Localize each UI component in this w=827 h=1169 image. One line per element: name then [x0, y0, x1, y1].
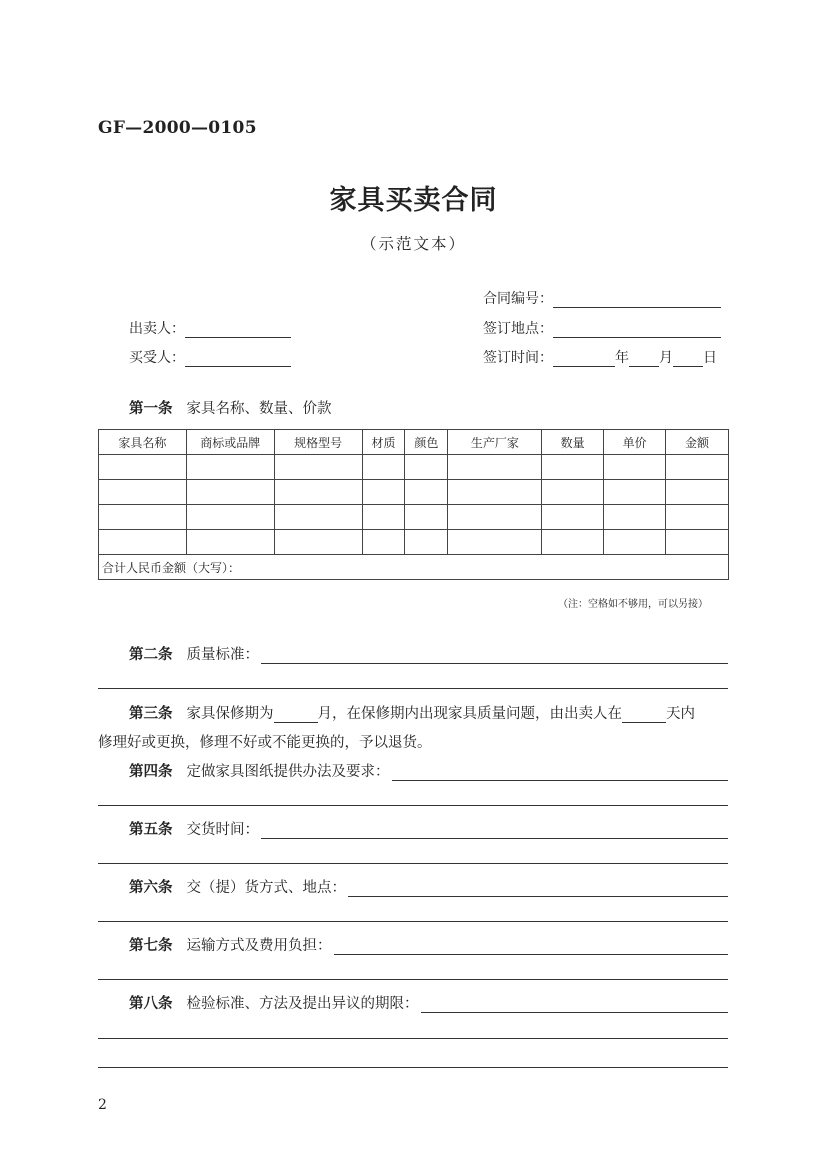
- table-cell[interactable]: [405, 505, 448, 530]
- clause-5-text: 交货时间：: [186, 822, 259, 838]
- clause-7-blank-line[interactable]: [98, 979, 728, 980]
- column-header: 金额: [666, 430, 729, 455]
- clause-7-text: 运输方式及费用负担：: [186, 938, 332, 954]
- sign-place-field[interactable]: [483, 318, 721, 338]
- table-note: （注：空格如不够用，可以另接）: [558, 599, 708, 610]
- table-cell[interactable]: [666, 530, 729, 555]
- table-cell[interactable]: [448, 505, 542, 530]
- table-cell[interactable]: [604, 480, 666, 505]
- column-header: 生产厂家: [448, 430, 542, 455]
- clause-1-text: 家具名称、数量、价款: [186, 401, 332, 417]
- clause-8-text: 检验标准、方法及提出异议的期限：: [186, 996, 419, 1012]
- table-cell[interactable]: [274, 455, 362, 480]
- sign-place-label: 签订地点：: [483, 321, 553, 337]
- clause-6-blank-line[interactable]: [98, 921, 728, 922]
- table-cell[interactable]: [274, 505, 362, 530]
- table-cell[interactable]: [542, 505, 604, 530]
- clause-3-text-a: 家具保修期为: [186, 706, 274, 722]
- table-cell[interactable]: [542, 530, 604, 555]
- seller-blank[interactable]: [185, 323, 291, 338]
- table-cell[interactable]: [99, 505, 187, 530]
- table-cell[interactable]: [666, 455, 729, 480]
- table-cell[interactable]: [186, 455, 274, 480]
- clause-7-label: 第七条: [129, 937, 173, 954]
- table-cell[interactable]: [604, 505, 666, 530]
- table-cell[interactable]: [448, 530, 542, 555]
- clause-5-blank-line[interactable]: [98, 863, 728, 864]
- table-cell[interactable]: [99, 455, 187, 480]
- contract-number-field[interactable]: [483, 288, 721, 308]
- column-header: 家具名称: [99, 430, 187, 455]
- sign-place-blank[interactable]: [553, 323, 721, 338]
- table-row: [99, 455, 729, 480]
- clause-8-blank-line[interactable]: [98, 1038, 728, 1039]
- clause-3-text-b: 月，在保修期内出现家具质量问题，由出卖人在: [317, 706, 622, 722]
- clause-3: [129, 702, 695, 723]
- table-total-row: [99, 555, 729, 580]
- table-row: [99, 480, 729, 505]
- table-cell[interactable]: [274, 480, 362, 505]
- page-number: 2: [98, 1097, 107, 1113]
- column-header: 单价: [604, 430, 666, 455]
- clause-3-text-c: 天内: [666, 706, 695, 722]
- clause-5: [129, 818, 728, 839]
- clause-2-blank[interactable]: [261, 649, 728, 664]
- table-cell[interactable]: [186, 480, 274, 505]
- furniture-table: [98, 429, 729, 580]
- year-label: 年: [615, 350, 629, 366]
- buyer-label: 买受人：: [129, 350, 185, 366]
- clause-8: [129, 992, 728, 1013]
- table-cell[interactable]: [274, 530, 362, 555]
- sign-day-blank[interactable]: [673, 352, 703, 367]
- buyer-blank[interactable]: [185, 352, 291, 367]
- clause-1-label: 第一条: [129, 400, 173, 417]
- table-cell[interactable]: [99, 530, 187, 555]
- table-cell[interactable]: [186, 505, 274, 530]
- total-amount-cell[interactable]: 合计人民币金额（大写）：: [99, 555, 729, 580]
- clause-6-text: 交（提）货方式、地点：: [186, 880, 346, 896]
- clause-2-label: 第二条: [129, 646, 173, 663]
- column-header: 数量: [542, 430, 604, 455]
- contract-number-blank[interactable]: [553, 293, 721, 308]
- table-cell[interactable]: [542, 455, 604, 480]
- table-cell[interactable]: [186, 530, 274, 555]
- table-cell[interactable]: [362, 455, 405, 480]
- repair-days-blank[interactable]: [622, 708, 666, 723]
- table-cell[interactable]: [405, 530, 448, 555]
- clause-4-label: 第四条: [129, 763, 173, 780]
- buyer-field[interactable]: [129, 347, 291, 367]
- contract-number-label: 合同编号：: [483, 291, 553, 307]
- seller-label: 出卖人：: [129, 321, 185, 337]
- clause-5-blank[interactable]: [261, 824, 728, 839]
- table-cell[interactable]: [604, 455, 666, 480]
- table-cell[interactable]: [362, 480, 405, 505]
- table-cell[interactable]: [542, 480, 604, 505]
- sign-time-field[interactable]: [483, 347, 717, 367]
- table-row: [99, 505, 729, 530]
- clause-2: [129, 643, 728, 664]
- month-label: 月: [659, 350, 673, 366]
- table-cell[interactable]: [405, 455, 448, 480]
- table-cell[interactable]: [362, 505, 405, 530]
- table-cell[interactable]: [405, 480, 448, 505]
- warranty-months-blank[interactable]: [274, 708, 318, 723]
- column-header: 材质: [362, 430, 405, 455]
- clause-4-blank-line[interactable]: [98, 805, 728, 806]
- document-title: 家具买卖合同: [329, 185, 498, 216]
- table-cell[interactable]: [448, 455, 542, 480]
- table-cell[interactable]: [99, 480, 187, 505]
- sign-year-blank[interactable]: [553, 352, 615, 367]
- clause-8-label: 第八条: [129, 995, 173, 1012]
- table-header-row: [99, 430, 729, 455]
- document-code: GF—2000—0105: [98, 118, 257, 138]
- clause-1: [129, 397, 332, 418]
- clause-3-continued: 修理好或更换，修理不好或不能更换的，予以退货。: [98, 735, 432, 751]
- clause-6: [129, 876, 728, 897]
- sign-month-blank[interactable]: [629, 352, 659, 367]
- clause-8-blank[interactable]: [421, 998, 729, 1013]
- table-cell[interactable]: [666, 480, 729, 505]
- table-row: [99, 530, 729, 555]
- table-cell[interactable]: [448, 480, 542, 505]
- clause-8-blank-line[interactable]: [98, 1067, 728, 1068]
- clause-3-label: 第三条: [129, 705, 173, 722]
- column-header: 颜色: [405, 430, 448, 455]
- seller-field[interactable]: [129, 318, 291, 338]
- clause-5-label: 第五条: [129, 821, 173, 838]
- column-header: 规格型号: [274, 430, 362, 455]
- clause-6-label: 第六条: [129, 879, 173, 896]
- clause-7-blank[interactable]: [334, 940, 729, 955]
- day-label: 日: [703, 350, 717, 366]
- table-cell[interactable]: [604, 530, 666, 555]
- clause-6-blank[interactable]: [348, 882, 728, 897]
- clause-2-blank-line[interactable]: [98, 688, 728, 689]
- sign-time-label: 签订时间：: [483, 350, 553, 366]
- clause-4-text: 定做家具图纸提供办法及要求：: [186, 764, 390, 780]
- clause-4-blank[interactable]: [392, 766, 729, 781]
- table-cell[interactable]: [362, 530, 405, 555]
- document-subtitle: （示范文本）: [360, 235, 466, 253]
- clause-4: [129, 760, 728, 781]
- table-cell[interactable]: [666, 505, 729, 530]
- clause-2-text: 质量标准：: [186, 647, 259, 663]
- clause-7: [129, 934, 728, 955]
- column-header: 商标或品牌: [186, 430, 274, 455]
